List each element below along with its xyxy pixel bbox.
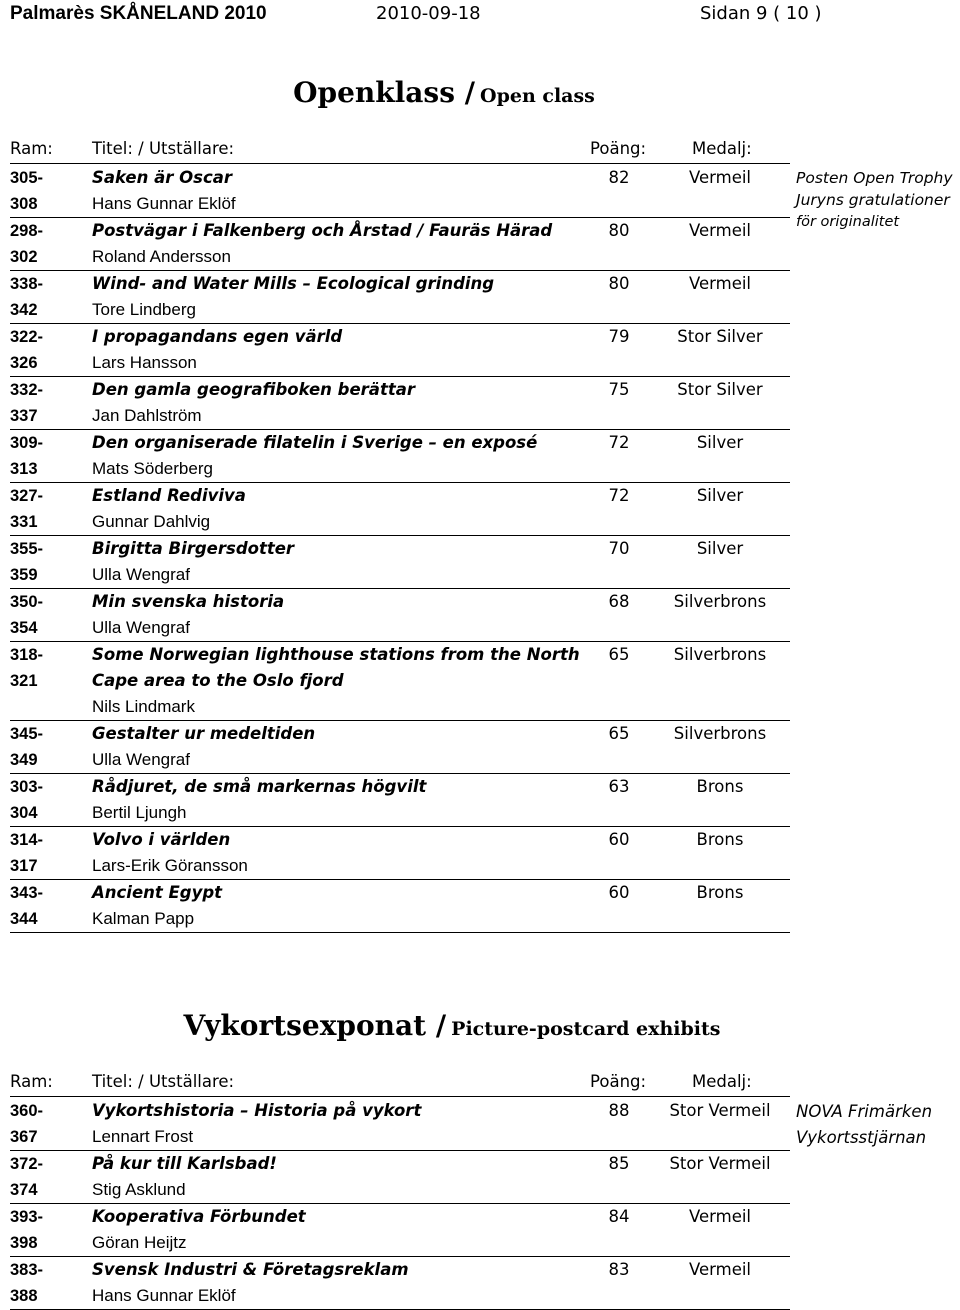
award-note-line: NOVA Frimärken	[796, 1102, 933, 1121]
medal-value	[650, 403, 790, 430]
table-row	[10, 827, 790, 854]
frame-range: 393-	[10, 1208, 44, 1226]
medal-value: Silver	[696, 539, 744, 558]
frame-range: 309-	[10, 434, 44, 452]
exhibit-title-text: Estland Rediviva	[92, 486, 246, 505]
frame-range	[10, 694, 92, 721]
exhibit-title	[92, 1204, 588, 1231]
exhibit-title	[92, 483, 588, 510]
exhibitor-name-text: Mats Söderberg	[92, 459, 213, 478]
table-row	[10, 774, 790, 801]
table-row	[10, 668, 790, 694]
frame-range: 298-	[10, 222, 44, 240]
exhibit-title	[92, 774, 588, 801]
points-value	[588, 350, 650, 377]
frame-range: 367	[10, 1124, 92, 1151]
points-value: 72	[608, 486, 630, 505]
medal-value: Vermeil	[688, 221, 752, 240]
table-row	[10, 906, 790, 933]
table-row	[10, 1257, 790, 1284]
medal-value: Brons	[696, 830, 744, 849]
exhibit-title-text: Ancient Egypt	[92, 883, 223, 902]
exhibit-title	[92, 880, 588, 907]
frame-range: 372-	[10, 1155, 44, 1173]
points-value: 72	[608, 433, 630, 452]
points-value	[588, 1177, 650, 1204]
exhibitor-name-text: Roland Andersson	[92, 247, 231, 266]
exhibitor-name	[92, 244, 588, 271]
frame-range: 318-	[10, 646, 44, 664]
points-value: 79	[608, 327, 630, 346]
table-row	[10, 721, 790, 748]
frame-range: 332-	[10, 381, 44, 399]
column-header-title: Titel: / Utställare:	[92, 1072, 235, 1091]
table-row	[10, 218, 790, 245]
points-value: 85	[608, 1154, 630, 1173]
frame-range: 338-	[10, 275, 44, 293]
exhibit-title	[92, 721, 588, 748]
frame-range: 354	[10, 615, 92, 642]
table-row	[10, 1230, 790, 1257]
points-value	[588, 403, 650, 430]
table-row	[10, 853, 790, 880]
frame-range: 327-	[10, 487, 44, 505]
section-title-postcard	[0, 1009, 932, 1042]
frame-range: 331	[10, 509, 92, 536]
points-value	[588, 456, 650, 483]
section-title-main: Vykortsexponat /	[183, 1009, 447, 1042]
frame-range: 303-	[10, 778, 44, 796]
table-row	[10, 509, 790, 536]
exhibitor-name	[92, 1283, 588, 1310]
column-header-title: Titel: / Utställare:	[92, 139, 235, 158]
table-row	[10, 642, 790, 669]
points-value: 83	[608, 1260, 630, 1279]
exhibitor-name	[92, 1230, 588, 1257]
frame-range: 313	[10, 456, 92, 483]
column-header-points: Poäng:	[590, 1072, 647, 1091]
medal-value: Vermeil	[688, 168, 752, 187]
medal-value: Silver	[696, 433, 744, 452]
medal-value: Stor Silver	[677, 380, 763, 399]
exhibit-title-text: På kur till Karlsbad!	[92, 1154, 277, 1173]
medal-value: Vermeil	[688, 1260, 752, 1279]
exhibitor-name	[92, 191, 588, 218]
table-row	[10, 589, 790, 616]
frame-range: 305-	[10, 169, 44, 187]
medal-value: Brons	[696, 883, 744, 902]
table-row	[10, 297, 790, 324]
exhibit-title-text: Den gamla geografiboken berättar	[92, 380, 415, 399]
medal-value: Silverbrons	[673, 724, 767, 743]
exhibitor-name	[92, 906, 588, 933]
document-header-date: 2010-09-18	[376, 3, 481, 24]
table-row	[10, 1204, 790, 1231]
medal-value	[650, 1177, 790, 1204]
section-title-sub: Open class	[480, 85, 595, 107]
exhibit-title-text: Den organiserade filatelin i Sverige – en exposé	[92, 433, 538, 452]
exhibit-title	[92, 642, 588, 669]
table-row	[10, 536, 790, 563]
exhibitor-name-text: Hans Gunnar Eklöf	[92, 1286, 236, 1305]
frame-range: 317	[10, 853, 92, 880]
exhibit-title	[92, 827, 588, 854]
points-value	[588, 853, 650, 880]
exhibit-title-text: Birgitta Birgersdotter	[92, 539, 295, 558]
exhibitor-name	[92, 1124, 588, 1151]
points-value: 82	[608, 168, 630, 187]
table-row	[10, 1177, 790, 1204]
column-header-ram: Ram:	[10, 1072, 53, 1091]
medal-value	[650, 800, 790, 827]
medal-value	[650, 853, 790, 880]
exhibitor-name	[92, 456, 588, 483]
points-value	[588, 562, 650, 589]
exhibit-title-text: Some Norwegian lighthouse stations from the North	[92, 645, 580, 664]
award-note-line: Juryns gratulationer	[796, 191, 950, 209]
points-value	[588, 800, 650, 827]
frame-range: 374	[10, 1177, 92, 1204]
table-row	[10, 880, 790, 907]
medal-value	[650, 615, 790, 642]
medal-value	[650, 244, 790, 271]
medal-value	[650, 350, 790, 377]
medal-value	[650, 694, 790, 721]
award-note-line: Posten Open Trophy	[796, 169, 953, 187]
exhibitor-name-text: Ulla Wengraf	[92, 750, 190, 769]
exhibitor-name-text: Jan Dahlström	[92, 406, 202, 425]
points-value: 88	[608, 1101, 630, 1120]
points-value: 70	[608, 539, 630, 558]
exhibit-title-text: Postvägar i Falkenberg och Årstad / Fauräs Härad	[92, 221, 553, 240]
special-award-note	[796, 167, 953, 233]
table-row	[10, 350, 790, 377]
exhibit-title-text: Kooperativa Förbundet	[92, 1207, 306, 1226]
frame-range: 342	[10, 297, 92, 324]
exhibit-title	[92, 1257, 588, 1284]
table-row	[10, 456, 790, 483]
exhibit-title	[92, 430, 588, 457]
medal-value: Silver	[696, 486, 744, 505]
frame-range: 360-	[10, 1102, 44, 1120]
frame-range: 388	[10, 1283, 92, 1310]
frame-range: 345-	[10, 725, 44, 743]
table-row	[10, 483, 790, 510]
column-header-row	[10, 1070, 790, 1097]
medal-value	[650, 1283, 790, 1310]
points-value: 60	[608, 883, 630, 902]
medal-value: Stor Silver	[677, 327, 763, 346]
column-header-ram: Ram:	[10, 139, 53, 158]
table-row	[10, 271, 790, 298]
table-row	[10, 377, 790, 404]
results-table-postcard	[10, 1098, 790, 1310]
table-row	[10, 694, 790, 721]
medal-value	[650, 668, 790, 694]
medal-value: Silverbrons	[673, 592, 767, 611]
exhibit-title-text: Vykortshistoria – Historia på vykort	[92, 1101, 422, 1120]
frame-range: 398	[10, 1230, 92, 1257]
frame-range: 383-	[10, 1261, 44, 1279]
exhibit-title	[92, 324, 588, 351]
points-value	[588, 1124, 650, 1151]
points-value: 80	[608, 274, 630, 293]
exhibit-title	[92, 271, 588, 298]
points-value: 60	[608, 830, 630, 849]
points-value: 65	[608, 645, 630, 664]
exhibitor-name-text: Hans Gunnar Eklöf	[92, 194, 236, 213]
medal-value	[650, 1230, 790, 1257]
section-title-sub: Picture-postcard exhibits	[451, 1018, 721, 1040]
medal-value	[650, 456, 790, 483]
exhibitor-name-text: Stig Asklund	[92, 1180, 186, 1199]
points-value	[588, 244, 650, 271]
exhibit-title-text: Svensk Industri & Företagsreklam	[92, 1260, 409, 1279]
exhibitor-name-text: Ulla Wengraf	[92, 565, 190, 584]
medal-value: Silverbrons	[673, 645, 767, 664]
points-value	[588, 1283, 650, 1310]
exhibit-title	[92, 377, 588, 404]
points-value: 84	[608, 1207, 630, 1226]
frame-range: 322-	[10, 328, 44, 346]
frame-range: 321	[10, 672, 38, 690]
section-title-main: Openklass /	[293, 76, 475, 109]
exhibitor-name	[92, 853, 588, 880]
points-value	[588, 509, 650, 536]
document-header-title: Palmarès SKÅNELAND 2010	[10, 3, 267, 24]
medal-value	[650, 562, 790, 589]
results-table-open-class	[10, 165, 790, 933]
document-header-page: Sidan 9 ( 10 )	[700, 3, 822, 24]
exhibitor-name	[92, 403, 588, 430]
exhibit-title-text: Wind- and Water Mills – Ecological grinding	[92, 274, 495, 293]
frame-range: 350-	[10, 593, 44, 611]
table-row	[10, 244, 790, 271]
exhibit-title-text: Gestalter ur medeltiden	[92, 724, 316, 743]
frame-range: 359	[10, 562, 92, 589]
award-note-line: Vykortsstjärnan	[796, 1128, 927, 1147]
table-row	[10, 165, 790, 191]
exhibit-title-text: Min svenska historia	[92, 592, 285, 611]
medal-value	[650, 191, 790, 218]
medal-value: Brons	[696, 777, 744, 796]
frame-range: 314-	[10, 831, 44, 849]
frame-range: 343-	[10, 884, 44, 902]
exhibit-title	[92, 589, 588, 616]
exhibit-title-text: Volvo i världen	[92, 830, 231, 849]
table-row	[10, 1098, 790, 1124]
frame-range: 308	[10, 191, 92, 218]
exhibit-title-text: Cape area to the Oslo fjord	[92, 671, 344, 690]
medal-value	[650, 906, 790, 933]
exhibit-title	[92, 1151, 588, 1178]
table-row	[10, 800, 790, 827]
points-value: 68	[608, 592, 630, 611]
exhibitor-name	[92, 297, 588, 324]
points-value	[588, 747, 650, 774]
exhibitor-name-text: Ulla Wengraf	[92, 618, 190, 637]
points-value	[588, 906, 650, 933]
medal-value	[650, 509, 790, 536]
exhibit-title-text: Saken är Oscar	[92, 168, 233, 187]
exhibitor-name-text: Tore Lindberg	[92, 300, 196, 319]
medal-value: Vermeil	[688, 1207, 752, 1226]
column-header-medal: Medalj:	[692, 139, 752, 158]
column-header-row	[10, 137, 790, 164]
medal-value	[650, 1124, 790, 1151]
exhibitor-name-text: Lars Hansson	[92, 353, 197, 372]
exhibitor-name-text: Bertil Ljungh	[92, 803, 187, 822]
column-header-points: Poäng:	[590, 139, 647, 158]
exhibit-title	[92, 1098, 588, 1124]
exhibitor-name	[92, 509, 588, 536]
frame-range: 355-	[10, 540, 44, 558]
frame-range: 349	[10, 747, 92, 774]
table-row	[10, 1151, 790, 1178]
frame-range: 302	[10, 244, 92, 271]
exhibitor-name-text: Gunnar Dahlvig	[92, 512, 211, 531]
medal-value	[650, 297, 790, 324]
table-row	[10, 191, 790, 218]
frame-range: 344	[10, 906, 92, 933]
points-value	[588, 668, 650, 694]
exhibit-title-text: Rådjuret, de små markernas högvilt	[92, 777, 427, 796]
table-row	[10, 430, 790, 457]
table-row	[10, 403, 790, 430]
exhibitor-name	[92, 350, 588, 377]
award-note-line: för originalitet	[796, 214, 900, 230]
special-award-note	[796, 1099, 932, 1151]
exhibit-title	[92, 668, 588, 694]
table-row	[10, 324, 790, 351]
exhibitor-name-text: Lars-Erik Göransson	[92, 856, 248, 875]
medal-value: Stor Vermeil	[669, 1154, 771, 1173]
medal-value	[650, 747, 790, 774]
medal-value: Stor Vermeil	[669, 1101, 771, 1120]
exhibitor-name-text: Lennart Frost	[92, 1127, 194, 1146]
table-row	[10, 747, 790, 774]
exhibitor-name-text: Kalman Papp	[92, 909, 195, 928]
points-value: 80	[608, 221, 630, 240]
exhibitor-name-text: Göran Heijtz	[92, 1233, 187, 1252]
points-value	[588, 615, 650, 642]
points-value	[588, 297, 650, 324]
points-value: 65	[608, 724, 630, 743]
exhibit-title	[92, 165, 588, 191]
points-value: 75	[608, 380, 630, 399]
exhibitor-name	[92, 562, 588, 589]
points-value	[588, 1230, 650, 1257]
table-row	[10, 1283, 790, 1310]
points-value	[588, 191, 650, 218]
section-title-open-class	[0, 76, 924, 109]
frame-range: 326	[10, 350, 92, 377]
table-row	[10, 615, 790, 642]
points-value	[588, 694, 650, 721]
table-row	[10, 1124, 790, 1151]
exhibit-title-text: I propagandans egen värld	[92, 327, 343, 346]
table-row	[10, 562, 790, 589]
exhibit-title	[92, 536, 588, 563]
exhibitor-name	[92, 800, 588, 827]
frame-range: 304	[10, 800, 92, 827]
exhibitor-name	[92, 747, 588, 774]
points-value: 63	[608, 777, 630, 796]
medal-value: Vermeil	[688, 274, 752, 293]
exhibitor-name	[92, 1177, 588, 1204]
exhibit-title	[92, 218, 588, 245]
frame-range: 337	[10, 403, 92, 430]
column-header-medal: Medalj:	[692, 1072, 752, 1091]
exhibitor-name	[92, 694, 588, 721]
exhibitor-name	[92, 615, 588, 642]
exhibitor-name-text: Nils Lindmark	[92, 697, 195, 716]
